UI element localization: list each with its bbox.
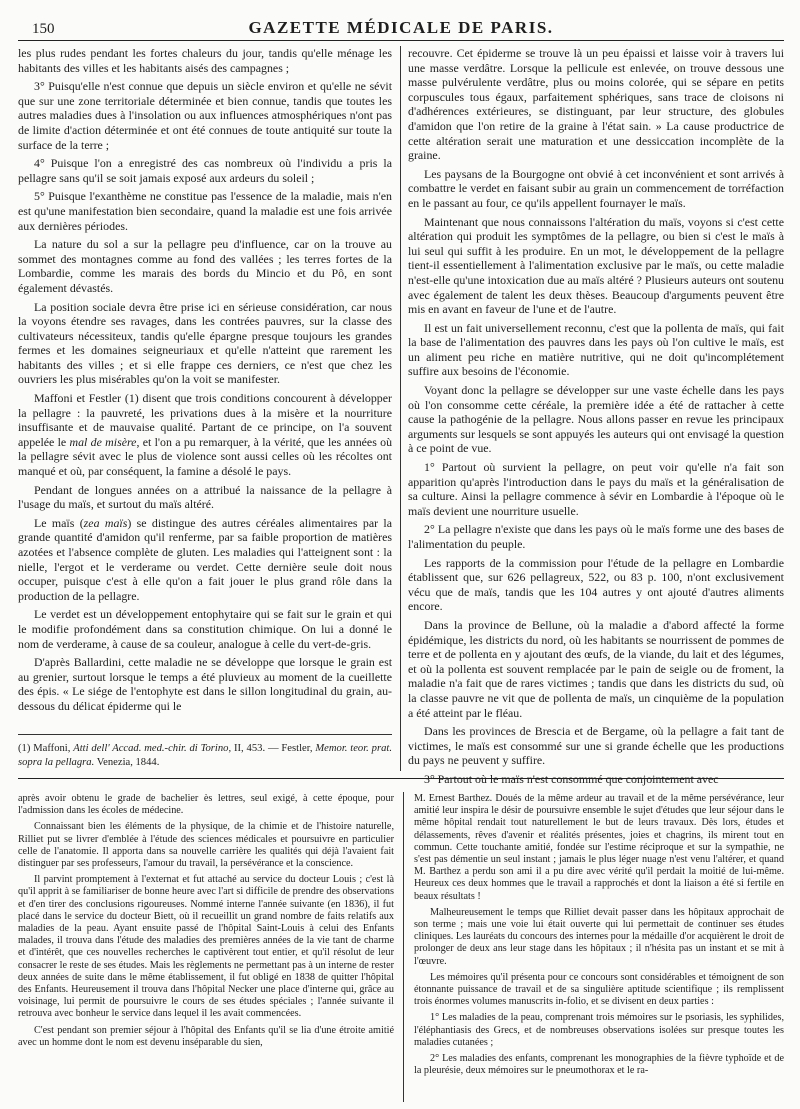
footnote-rule (18, 734, 392, 735)
section-divider (18, 778, 784, 779)
column-divider (400, 46, 401, 771)
paragraph: M. Ernest Barthez. Doués de la même ardeur au travail et de la même persévérance, leur amitié leur inspira le désir de poursuivre ensemble le sujet d'études que leur séjour dans le même hôpital rendait tout naturellement le but de leurs travaux. Dès lors, études et délassements, rêves d'avenir et réalités présentes, joies et chagrins, ils mirent tout en commun. Cette touchante amitié, fondée sur l'estime réciproque et sur la sympathie, ne s'est pas démentie un seul instant ; jamais le plus léger nuage n'est venu l'altérer, et quand M. Barthez a perdu son ami il a pu dire avec vérité qu'il perdait la moitié de lui-même. Heureux ces deux hommes que le travail a rapprochés et dont la liaison a été si fertile en beaux résultats ! (414, 793, 784, 902)
paragraph: La position sociale devra être prise ici en sérieuse considération, car nous la voyons étendre ses ravages, dans les contrées pauvres, sur la classe des cultivateurs nécessiteux, tandis qu'elle épargne presque toujours les grandes fermes et les domaines seigneuriaux et qu'elle n'atteint que rarement les habitants des villes ; et si elle frappe ces derniers, ce n'est que chez les ouvriers les plus misérables qu'on la voit se manifester. (18, 299, 392, 387)
paragraph: 4° Puisque l'on a enregistré des cas nombreux où l'individu a pris la pellagre sans qu'il se soit jamais exposé aux ardeurs du soleil ; (18, 156, 392, 185)
page-header (18, 14, 784, 41)
paragraph: Malheureusement le temps que Rilliet devait passer dans les hôpitaux approchait de son terme ; mais une voie lui était ouverte qui lui permettait de continuer ses études cliniques. Les lauréats du concours des internes pour la médaille d'or acquièrent le droit de prolonger de deux ans leur stage dans les hôpitaux ; il n'hésita pas un instant et se mit à l'œuvre. (414, 906, 784, 967)
paragraph: les plus rudes pendant les fortes chaleurs du jour, tandis qu'elle ménage les habitants des villes et les habitants aisés des campagnes ; (18, 46, 392, 75)
paragraph: Il est un fait universellement reconnu, c'est que la pollenta de maïs, qui fait la base de l'alimentation des pauvres dans les pays où l'on cultive le maïs, est un aliment peu riche en matière nutritive, qui ne doit qu'incomplétement suffire aux besoins de l'économie. (408, 320, 784, 379)
footnote (18, 742, 392, 772)
paragraph: Maffoni et Festler (1) disent que trois conditions concourent à développer la pellagre : la pauvreté, les privations dues à la misère et la nourriture insuffisante et de mauvaise qualité. Partant de ce principe, on l'a souvent appelée le mal de misère, et l'on a pu remarquer, à la vérité, que les années où la pellagre sévit avec le plus de violence sont aussi celles où les récoltes ont manqué et où, par conséquent, la famine a désolé le pays. (18, 391, 393, 479)
paragraph: 3° Partout où le maïs n'est consommé que conjointement avec (424, 771, 719, 786)
paragraph: Voyant donc la pellagre se développer sur une vaste échelle dans les pays où l'on consomme cette céréale, la première idée a été de rattacher à cette cause la pathogénie de la pellagre. Nous allons passer en revue les principaux arguments sur lesquels se sont appuyés les auteurs qui ont envisagé la question à ce point de vue. (408, 383, 784, 456)
paragraph: Les paysans de la Bourgogne ont obvié à cet inconvénient et sont arrivés à combattre le verdet en faisant subir au grain un commencement de torréfaction en le passant au four, ce qu'ils appellent fournayer le maïs. (408, 166, 784, 210)
paragraph: Il parvint promptement à l'externat et fut attaché au service du docteur Louis ; c'est là qu'il apprit à se familiariser de bonne heure avec l'art si difficile de prendre des observations et d'en tirer des conclusions rigoureuses. Nommé interne l'année suivante (en 1836), il fut placé dans le service du docteur Biett, où il recueillit un grand nombre de faits relatifs aux maladies de la peau. Ayant ensuite passé de l'hôpital Saint-Louis à celui des Enfants malades, il trouva dans l'étude des maladies des premières années de la vie tant de charme et d'intérêt, que ces nouvelles recherches le captivèrent tout entier, et qu'il résolut de leur consacrer le reste de ses études. Mais les règlements ne permettant pas à un interne de rester deux années de suite dans le même établissement, il fut obligé en 1838 de quitter l'hôpital des Enfants. Heureusement il trouva dans l'hôpital Necker une place d'interne qui, grâce au voisinage, lui permit de poursuivre le cours de ses études spéciales ; l'année suivante il retrouva avec bonheur le service dans lequel il les avait commencées. (18, 874, 394, 1020)
paragraph: Le verdet est un développement entophytaire qui se fait sur le grain et qui le modifie profondément dans sa constitution chimique. On lui a donné le nom de verderame, à cause de sa couleur, analogue à celle du vert-de-gris. (18, 607, 392, 651)
paragraph: Pendant de longues années on a attribué la naissance de la pellagre à l'usage du maïs, et surtout du maïs altéré. (18, 482, 392, 512)
paragraph: D'après Ballardini, cette maladie ne se développe que lorsque le grain est au grenier, surtout lorsque le temps a été pluvieux au moment de la cueillette des épis. « Le siége de l'entophyte est dans le sillon longitudinal du grain, au-dessous du délicat épiderme qui le (18, 655, 392, 713)
page-number: 150 (32, 21, 55, 37)
paragraph: 1° Les maladies de la peau, comprenant trois mémoires sur le psoriasis, les syphilides, l'éléphantiasis des Grecs, et de nombreuses observations isolées sur presque toutes les maladies cutanées ; (414, 1012, 784, 1048)
paragraph: Les rapports de la commission pour l'étude de la pellagre en Lombardie établissent que, sur 626 pellagreux, 522, ou 83 p. 100, n'ont exclusivement vécu que de maïs, tandis que les 104 autres y ont ajouté d'autres aliments encore. (408, 555, 784, 614)
lower-right-column (414, 793, 784, 1103)
paragraph: Maintenant que nous connaissons l'altération du maïs, voyons si c'est cette altération qui produit les symptômes de la pellagre, ou bien si c'est le maïs à lui seul qui suffit à les produire. En un mot, le développement de la pellagre tient-il essentiellement à l'alimentation exclusive par le maïs, ou cette maladie n'est-elle qu'une intoxication due au maïs altéré ? Plusieurs auteurs ont soutenu avec également de talent les deux thèses. Beaucoup d'arguments peuvent être mis en avant en faveur de l'une et de l'autre. (408, 214, 784, 317)
upper-right-column (408, 46, 784, 786)
lower-left-column (18, 793, 394, 1103)
paragraph: 2° La pellagre n'existe que dans les pays où le maïs forme une des bases de l'alimentation du peuple. (408, 522, 784, 551)
paragraph: Dans les provinces de Brescia et de Bergame, où la pellagre a fait tant de victimes, le maïs est consommé sur une si grande échelle que les productions du pays ne peuvent y suffire. (408, 724, 784, 768)
column-divider (403, 792, 404, 1102)
journal-title: GAZETTE MÉDICALE DE PARIS. (248, 18, 554, 37)
paragraph: 3° Puisqu'elle n'est connue que depuis un siècle environ et qu'elle ne sévit que sur une zone territoriale déterminée et bien connue, tandis que toutes les autres maladies dues à l'insolation ou aux influences atmosphériques n'ont pas de limite d'action déterminée et ont été connues de toute antiquité sur toute la surface de la terre ; (18, 79, 392, 152)
upper-left-column (18, 46, 392, 726)
paragraph: Le maïs (zea maïs) se distingue des autres céréales alimentaires par la grande quantité d'amidon qu'il renferme, par sa faible proportion de matières azotées et l'absence complète de gluten. Les maladies qui l'atteignent sont : la nielle, l'ergot et le verderame ou verdet. Cette dernière seule doit nous occuper, puisque c'est à elle qu'on a fait jouer le plus grand rôle dans la production de la pellagre. (18, 515, 392, 603)
paragraph: La nature du sol a sur la pellagre peu d'influence, car on la trouve au sommet des montagnes comme au fond des vallées ; les terres fortes de la Lombardie, comme les marais des bords du Mincio et du Pô, en sont également dévastés. (18, 237, 392, 295)
paragraph: C'est pendant son premier séjour à l'hôpital des Enfants qu'il se lia d'une étroite amitié avec un homme dont le nom est devenu inséparable du sien, (18, 1024, 394, 1048)
paragraph: Dans la province de Bellune, où la maladie a d'abord affecté la forme épidémique, les districts du nord, où les habitants se nourrissent de pommes de terre et de pollenta en y ajoutant des œufs, de la viande, du lait et des légumes, et où la pollenta est souvent remplacée par le pain de seigle ou de froment, la maladie n'a fait que de rares victimes ; tandis que dans les districts du sud, où la classe pauvre ne vit que de pollenta de maïs, un cinquième de la population a été atteint par le fléau. (408, 617, 784, 720)
paragraph: Les mémoires qu'il présenta pour ce concours sont considérables et témoignent de son étonnante puissance de travail et de sa singulière aptitude scientifique ; ils remplissent trois énormes volumes manuscrits in-folio, et se divisent en deux parties : (414, 971, 784, 1008)
paragraph: 1° Partout où survient la pellagre, on peut voir qu'elle n'a fait son apparition qu'après l'introduction dans le pays du maïs et la généralisation de sa culture. Ainsi la pellagre commence à sévir en Lombardie à l'époque où le maïs devient une nourriture usuelle. (408, 460, 784, 518)
paragraph: après avoir obtenu le grade de bachelier ès lettres, seul exigé, à cette époque, pour l'admission dans les écoles de médecine. (18, 793, 394, 817)
paragraph: 2° Les maladies des enfants, comprenant les monographies de la fièvre typhoïde et de la pleurésie, deux mémoires sur le pneumothorax et le ra- (414, 1053, 784, 1077)
paragraph: Connaissant bien les éléments de la physique, de la chimie et de l'histoire naturelle, Rilliet put se livrer d'emblée à l'étude des sciences médicales et poursuivre en particulier celle de l'anatomie. Il apporta dans sa nouvelle carrière les qualités qui déjà l'avaient fait distinguer par ses professeurs, l'amour du travail, la persévérance et la conscience. (18, 821, 394, 870)
paragraph: 5° Puisque l'exanthème ne constitue pas l'essence de la maladie, mais n'en est qu'une manifestation bien secondaire, quand la maladie est une fois arrivée aux dernières périodes. (18, 189, 392, 233)
paragraph: recouvre. Cet épiderme se trouve là un peu épaissi et laisse voir à travers lui une masse verdâtre. Lorsque la pellicule est enlevée, on trouve dessous une masse pulvérulente verdâtre, plus ou moins colorée, qui se sépare en petits corpuscules tous égaux, parfaitement sphériques, sans trace de cloisons ni d'adhérences extérieures, se distinguant, par leur structure, des globules d'amidon que l'on retire de la graine à l'état sain. » La cause productrice de cette altération serait une maturation et une dessiccation incomplète de la graine. (408, 46, 784, 163)
footnote-text: (1) Maffoni, Atti dell' Accad. med.-chir. di Torino, II, 453. — Festler, Memor. teor. prat. sopra la pellagra. Venezia, 1844. (18, 743, 392, 768)
